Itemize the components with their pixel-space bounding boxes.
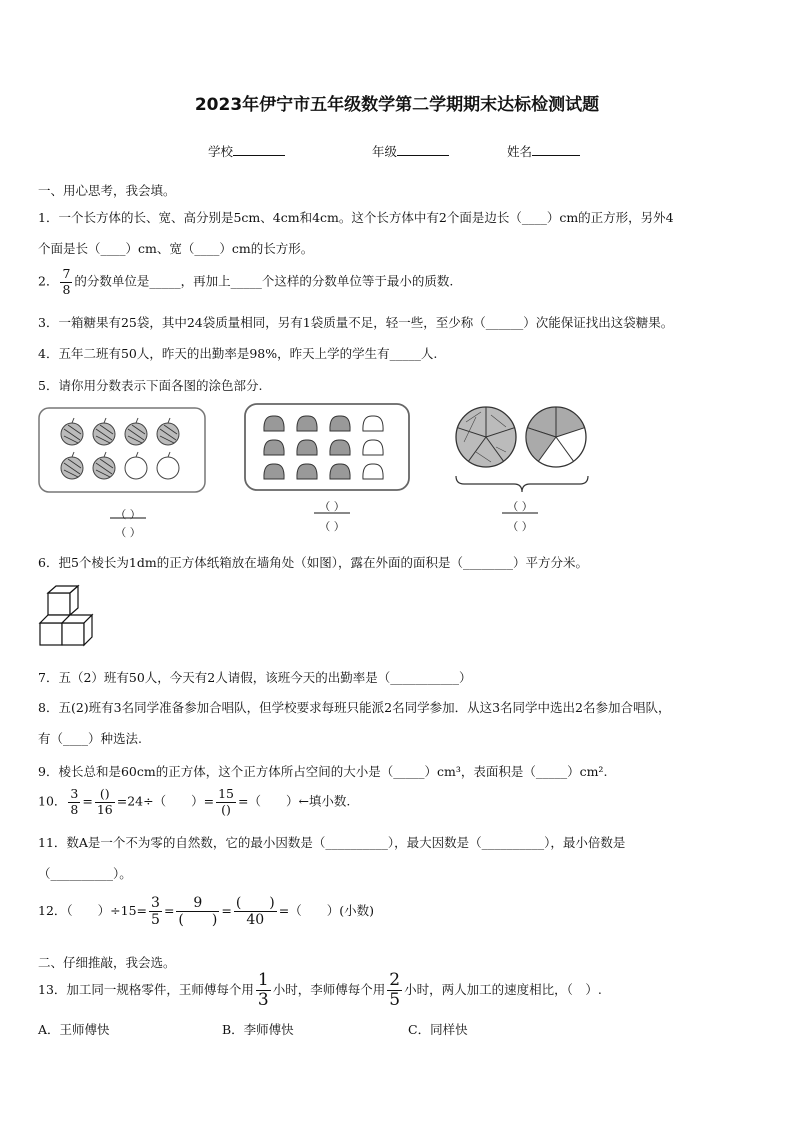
peach-icon	[297, 440, 317, 455]
answer-3-denominator[interactable]: （ ）	[507, 520, 533, 533]
fraction-numerator: 3	[70, 786, 79, 801]
peach-icon	[297, 416, 317, 431]
name-field	[507, 142, 580, 160]
question-2	[38, 268, 453, 296]
fraction-numerator[interactable]: ( )	[235, 895, 275, 911]
apple-grid	[61, 418, 179, 479]
grade-label: 年级	[372, 144, 398, 159]
fraction-3-5	[149, 896, 162, 927]
question-10-number: 10．	[38, 793, 67, 809]
fraction-denominator: 40	[246, 912, 265, 928]
question-7: 7．五（2）班有50人，今天有2人请假，该班今天的出勤率是（___________）	[38, 670, 472, 685]
apple-icon	[157, 418, 179, 445]
fraction-7-8	[60, 268, 72, 296]
school-label: 学校	[208, 144, 234, 159]
apple-icon	[157, 452, 179, 479]
apple-icon	[93, 452, 115, 479]
question-1-line-2: 个面是长（____）cm、宽（____）cm的长方形。	[38, 241, 314, 256]
peach-icon	[297, 464, 317, 479]
fraction-numerator: 15	[218, 786, 234, 801]
answer-3-numerator[interactable]: （ ）	[507, 500, 533, 513]
circles-figure	[452, 402, 592, 500]
fraction-denominator: 8	[62, 281, 71, 297]
question-10-tail: =（ ）←填小数.	[237, 793, 351, 809]
question-11-line-2: （__________）。	[38, 866, 132, 881]
peach-icon	[363, 464, 383, 479]
question-12-tail: =（ ）(小数)	[278, 903, 375, 918]
answer-1-denominator[interactable]: （ ）	[115, 526, 141, 539]
fraction-numerator: 2	[389, 970, 401, 990]
peach-icon	[330, 464, 350, 479]
question-13-middle: 小时，李师傅每个用	[272, 982, 386, 997]
answer-2-denominator[interactable]: （ ）	[319, 520, 345, 533]
fraction-denominator[interactable]: ( )	[178, 912, 218, 928]
fraction-blank-40	[234, 896, 277, 927]
question-9: 9．棱长总和是60cm的正方体，这个正方体所占空间的大小是（_____）cm³，表面积是（_____）cm².	[38, 764, 608, 779]
question-11-line-1: 11．数A是一个不为零的自然数，它的最小因数是（__________），最大因数是（__________），最小倍数是	[38, 835, 626, 850]
peach-grid	[264, 416, 383, 479]
apple-box-figure	[38, 404, 208, 494]
brace	[456, 476, 588, 492]
section-1-heading: 一、用心思考，我会填。	[38, 183, 176, 198]
peach-icon	[330, 416, 350, 431]
question-5: 5．请你用分数表示下面各图的涂色部分.	[38, 378, 263, 393]
question-13-prefix: 13．加工同一规格零件，王师傅每个用	[38, 982, 254, 997]
fraction-2-5	[387, 972, 402, 1009]
fraction-15-blank	[216, 788, 236, 816]
question-10-middle: =24÷（ ）=	[116, 793, 215, 809]
section-2-heading: 二、仔细推敲，我会选。	[38, 955, 176, 970]
fraction-denominator: 3	[257, 990, 269, 1010]
peach-icon	[264, 440, 284, 455]
school-field	[208, 142, 285, 160]
fraction-denominator[interactable]: ()	[221, 801, 231, 817]
fraction-blank-16	[95, 788, 115, 816]
option-a[interactable]: A．王师傅快	[38, 1022, 110, 1037]
grade-blank[interactable]	[397, 143, 449, 156]
question-6: 6．把5个棱长为1dm的正方体纸箱放在墙角处（如图），露在外面的面积是（________）平方分米。	[38, 555, 588, 570]
fraction-denominator: 16	[96, 801, 113, 817]
fraction-denominator: 5	[389, 990, 401, 1010]
question-1-line-1: 1．一个长方体的长、宽、高分别是5cm、4cm和4cm。这个长方体中有2个面是边长（____）cm的正方形，另外4	[38, 210, 674, 225]
question-3: 3．一箱糖果有25袋，其中24袋质量相同，另有1袋质量不足，轻一些，至少称（______）次能保证找出这袋糖果。	[38, 315, 674, 330]
question-8-line-2: 有（____）种选法.	[38, 731, 142, 746]
fraction-numerator: 1	[257, 970, 269, 990]
fraction-9-blank	[176, 896, 219, 927]
question-13	[38, 972, 602, 1009]
question-2-text: 的分数单位是_____，再加上_____个这样的分数单位等于最小的质数.	[74, 273, 454, 289]
cubes-figure	[38, 585, 100, 647]
fraction-numerator: 3	[151, 895, 160, 911]
fraction-3-8	[68, 788, 80, 816]
fraction-numerator[interactable]: ()	[95, 788, 115, 803]
peach-icon	[264, 464, 284, 479]
apple-icon	[93, 418, 115, 445]
grade-field	[372, 142, 449, 160]
apple-icon	[61, 418, 83, 445]
question-12-prefix: 12．（ ）÷15=	[38, 903, 148, 918]
peach-icon	[363, 416, 383, 431]
apple-box-frame	[39, 408, 205, 492]
school-blank[interactable]	[233, 143, 285, 156]
cube-top	[48, 586, 78, 615]
question-2-number: 2．	[38, 273, 59, 289]
question-12: 12．（ ）÷15= $\frac{3}{5}$ = $\frac{9}{( )}$ = $\frac{( )}{40}$ =（ ）(小数)	[38, 895, 375, 928]
question-10: 10． $\frac{3}{8}$ = $\frac{()}{16}$ =24÷（ ）= $\frac{15}{()}$ =（ ）←填小数.	[38, 786, 351, 817]
option-c[interactable]: C．同样快	[408, 1022, 468, 1037]
fraction-denominator: 8	[70, 801, 79, 817]
fraction-numerator: 7	[62, 266, 71, 281]
peach-icon	[363, 440, 383, 455]
apple-icon	[125, 418, 147, 445]
name-blank[interactable]	[532, 143, 580, 156]
option-b[interactable]: B．李师傅快	[222, 1022, 294, 1037]
fraction-1-3	[256, 972, 271, 1009]
answer-1-numerator[interactable]: （ ）	[115, 508, 141, 521]
name-label: 姓名	[507, 144, 533, 159]
question-8-line-1: 8．五(2)班有3名同学准备参加合唱队，但学校要求每班只能派2名同学参加．从这3名同学中选出2名参加合唱队，	[38, 700, 671, 715]
question-13-tail: 小时，两人加工的速度相比，（ ）.	[404, 982, 602, 997]
circle-1	[456, 407, 516, 467]
fraction-denominator: 5	[151, 912, 160, 928]
peach-box-figure	[244, 403, 412, 493]
fraction-numerator: 9	[176, 896, 219, 912]
question-4: 4．五年二班有50人，昨天的出勤率是98%，昨天上学的学生有_____人.	[38, 346, 438, 361]
peach-icon	[264, 416, 284, 431]
answer-2-numerator[interactable]: （ ）	[319, 500, 345, 513]
apple-icon	[61, 452, 83, 479]
page-title: 2023年伊宁市五年级数学第二学期期末达标检测试题	[194, 95, 600, 115]
apple-icon	[125, 452, 147, 479]
peach-icon	[330, 440, 350, 455]
cube-bottom-middle	[62, 615, 92, 645]
circle-2	[526, 407, 586, 467]
